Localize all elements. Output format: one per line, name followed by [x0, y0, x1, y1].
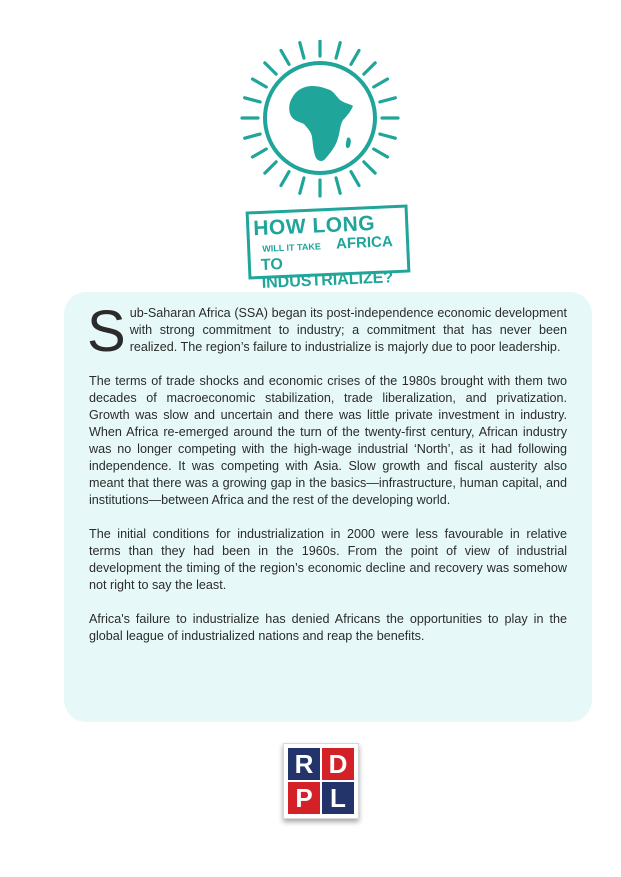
sun-ray — [245, 98, 260, 102]
sun-ray — [252, 79, 266, 87]
sun-ray — [351, 50, 359, 64]
paragraph-1: Sub-Saharan Africa (SSA) began its post-independence economic development with strong commitment to industry; a commitment that has never been realized. The region’s failure to industrialize is majorly due to poor leadership. — [87, 299, 567, 364]
sun-ray — [281, 172, 289, 186]
sun-ray — [364, 162, 375, 173]
title-box — [246, 204, 411, 292]
paragraph-3: The initial conditions for industrialization in 2000 were less favourable in relative terms than they had been in the 1960s. From the point of view of industrial development the timing of the region’s economic decline and recovery was somehow not right to say the least. — [89, 527, 567, 592]
title-line-1: HOW LONG — [252, 211, 376, 241]
sun-ray — [380, 134, 395, 138]
sun-ray — [351, 172, 359, 186]
sun-ray — [374, 79, 388, 87]
sun-ray — [380, 98, 395, 102]
title-line-3: TO INDUSTRIALIZE? — [260, 255, 394, 292]
sun-africa-icon — [230, 40, 410, 205]
rdpl-logo — [283, 743, 359, 819]
sun-ray — [245, 134, 260, 138]
sun-ray — [252, 149, 266, 157]
sun-ray — [336, 178, 340, 193]
title-line-2a: WILL IT TAKE — [262, 241, 322, 254]
drop-cap: S — [87, 299, 126, 364]
title-line-2b: AFRICA — [335, 233, 394, 253]
sun-ray — [374, 149, 388, 157]
paragraph-2: The terms of trade shocks and economic crises of the 1980s brought with them two decades of macroeconomic stabilization, trade liberalization, and privatization. Growth was slow and uncertain and there was little private investment in industry. When Africa re-emerged around the turn of the twenty-first century, African industry was no longer competing with the high-wage industrial ‘North’, as it had following independence. It was competing with Asia. Slow growth and fiscal austerity also meant that there was a growing gap in the basics—infrastructure, human capital, and institutions—between Africa and the rest of the developing world. — [89, 374, 567, 507]
sun-ray — [364, 63, 375, 74]
sun-ray — [281, 50, 289, 64]
logo-l: L — [322, 782, 354, 814]
article-body — [87, 299, 567, 662]
sun-ray — [336, 43, 340, 58]
sun-ray — [265, 162, 276, 173]
logo-p: P — [288, 782, 320, 814]
logo-r: R — [288, 748, 320, 780]
sun-ray — [300, 43, 304, 58]
sun-ray — [265, 63, 276, 74]
sun-ray — [300, 178, 304, 193]
paragraph-4: Africa's failure to industrialize has denied Africans the opportunities to play in the global league of industrialized nations and reap the benefits. — [89, 612, 567, 643]
logo-d: D — [322, 748, 354, 780]
